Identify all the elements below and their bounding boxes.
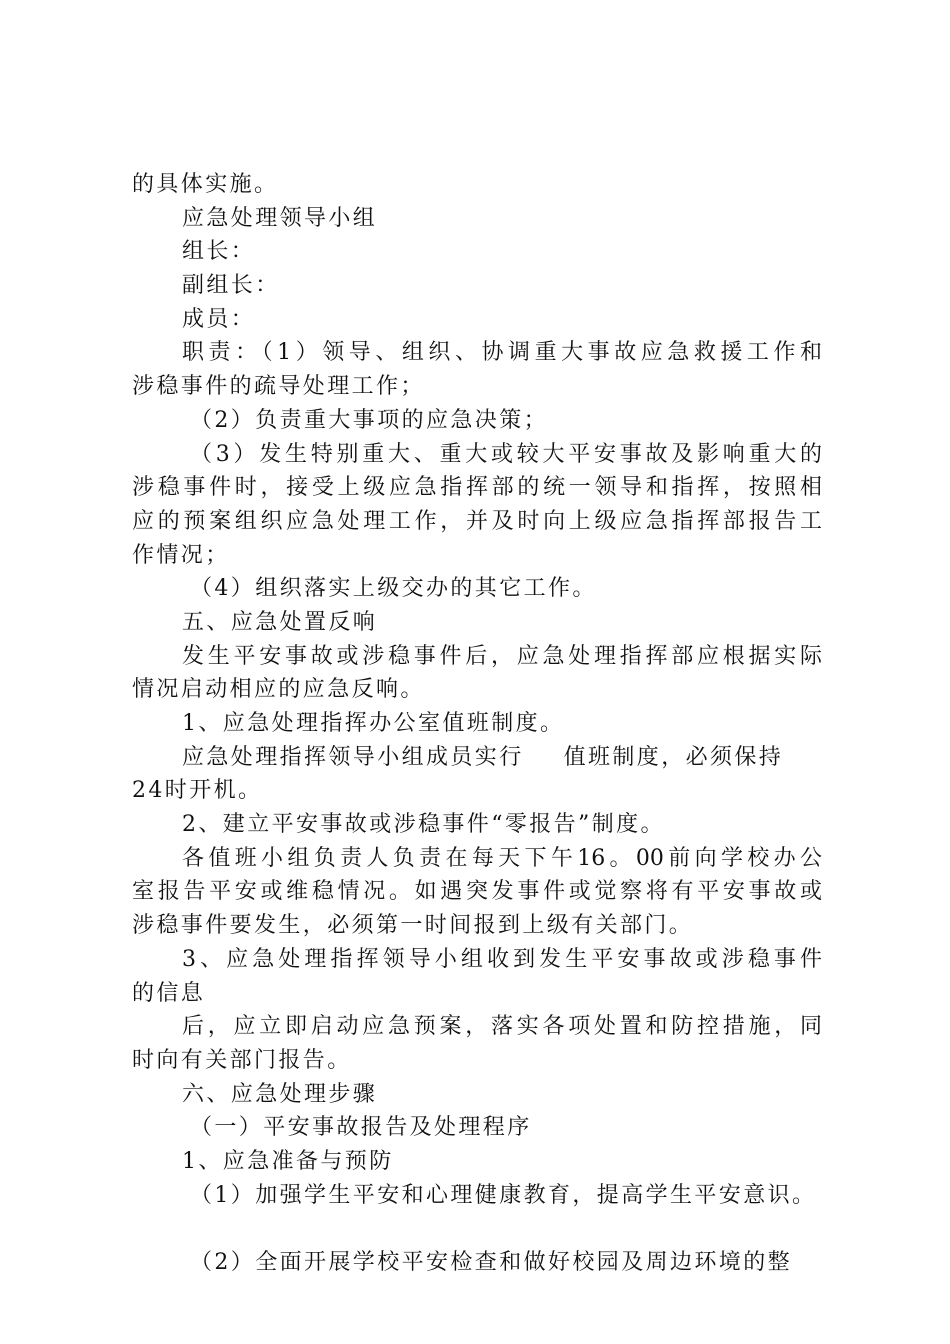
paragraph-line: 发生平安事故或涉稳事件后，应急处理指挥部应根据实际 [182, 643, 822, 669]
paragraph-line: 成员： [182, 306, 256, 332]
paragraph-line: 3、应急处理指挥领导小组收到发生平安事故或涉稳事件 [182, 946, 822, 972]
paragraph-line: （3）发生特别重大、重大或较大平安事故及影响重大的 [190, 441, 822, 467]
paragraph-line: 各值班小组负责人负责在每天下午16。00前向学校办公 [182, 845, 822, 871]
paragraph-line: 涉稳事件的疏导处理工作； [132, 374, 425, 400]
section-heading: 五、应急处置反响 [182, 609, 378, 635]
paragraph-line: 应的预案组织应急处理工作，并及时向上级应急指挥部报告工 [132, 508, 822, 534]
paragraph-line: 的具体实施。 [132, 172, 279, 197]
paragraph-line [132, 741, 822, 775]
paragraph-line: 作情况； [132, 542, 230, 568]
paragraph-line: 时向有关部门报告。 [132, 1047, 352, 1073]
paragraph-line: 24时开机。 [132, 778, 263, 804]
document-body [132, 168, 822, 1280]
paragraph-line: 后，应立即启动应急预案，落实各项处置和防控措施，同 [182, 1014, 822, 1040]
paragraph-text: 值班制度，必须保持 [563, 744, 784, 770]
paragraph-line: （2）负责重大事项的应急决策； [190, 407, 548, 433]
paragraph-line: 涉稳事件要发生，必须第一时间报到上级有关部门。 [132, 913, 694, 939]
section-heading: 六、应急处理步骤 [182, 1081, 378, 1107]
paragraph-line: 的信息 [132, 980, 206, 1006]
paragraph-line: （1）加强学生平安和心理健康教育，提高学生平安意识。 [190, 1182, 817, 1208]
paragraph-line: 副组长： [182, 273, 280, 299]
blank-line [132, 1212, 822, 1246]
paragraph-line: （4）组织落实上级交办的其它工作。 [190, 576, 597, 602]
paragraph-line: 涉稳事件时，接受上级应急指挥部的统一领导和指挥，按照相 [132, 475, 822, 501]
paragraph-line: （2）全面开展学校平安检查和做好校园及周边环境的整 [190, 1250, 792, 1275]
subsection-heading: （一）平安事故报告及处理程序 [190, 1115, 532, 1141]
paragraph-text: 应急处理指挥领导小组成员实行 [182, 744, 524, 770]
paragraph-line: 1、应急处理指挥办公室值班制度。 [182, 711, 565, 736]
paragraph-line: 2、建立平安事故或涉稳事件“零报告”制度。 [182, 812, 665, 838]
paragraph-line: 室报告平安或维稳情况。如遇突发事件或觉察将有平安事故或 [132, 879, 822, 905]
section-heading: 应急处理领导小组 [182, 205, 378, 231]
paragraph-line: 职责：（1）领导、组织、协调重大事故应急救援工作和 [182, 340, 822, 366]
paragraph-line: 1、应急准备与预防 [182, 1148, 394, 1174]
paragraph-line: 组长： [182, 239, 256, 265]
paragraph-line: 情况启动相应的应急反响。 [132, 677, 425, 703]
